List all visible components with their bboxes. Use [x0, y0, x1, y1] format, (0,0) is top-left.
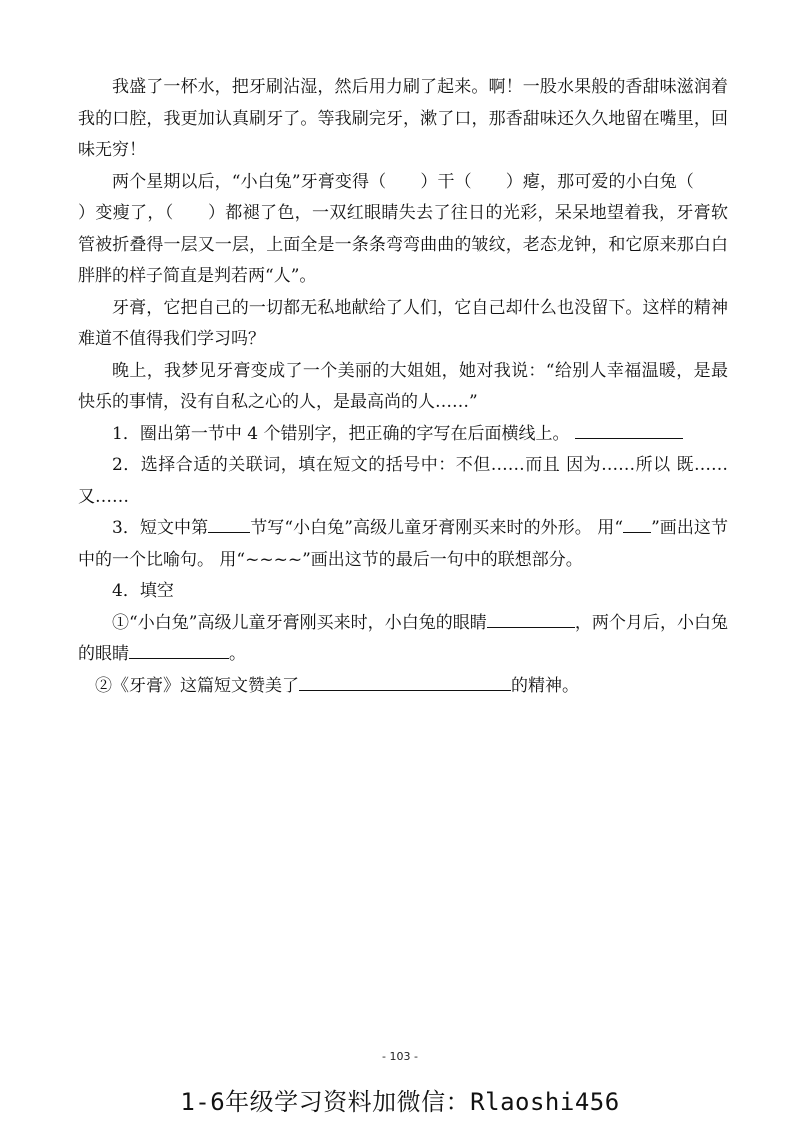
- underline-sample: [623, 514, 651, 533]
- page-number: - 103 -: [382, 1050, 418, 1063]
- paragraph-2-part-c: ）瘪，那可爱的小白兔（: [505, 171, 694, 192]
- answer-line-eyes-later[interactable]: [129, 640, 229, 659]
- question-4-item-1-part-c: 。: [229, 644, 246, 664]
- paragraph-2-part-a: 两个星期以后，“小白兔”牙膏变得（: [112, 171, 387, 192]
- question-3-part-c: ”画出这节中的一个比喻句。 用“~~~~”画出这节的最后一句中的联想部分。: [78, 518, 728, 570]
- question-4-item-1-part-b: ，两个月后，小白兔的眼睛: [78, 612, 728, 664]
- question-4-item-2-part-a: ②《牙膏》这篇短文赞美了: [95, 675, 299, 696]
- question-3: [78, 513, 728, 576]
- question-4-item-2-part-b: 的精神。: [511, 675, 579, 696]
- answer-line-q1[interactable]: [575, 420, 683, 439]
- paragraph-1: 我盛了一杯水，把牙刷沾湿，然后用力刷了起来。啊！一股水果般的香甜味滋润着我的口腔，我更加认真刷牙了。等我刷完牙，漱了口，那香甜味还久久地留在嘴里，回味无穷！: [78, 77, 728, 160]
- question-1: [78, 419, 728, 451]
- paragraph-2: [78, 167, 728, 293]
- question-4-item-2: [78, 671, 728, 703]
- answer-line-spirit[interactable]: [299, 672, 511, 691]
- question-3-part-b: 节写“小白兔”高级儿童牙膏刚买来时的外形。 用“: [250, 518, 624, 538]
- answer-line-eyes-new[interactable]: [487, 609, 575, 628]
- footer-banner: 1-6年级学习资料加微信：Rlaoshi456: [180, 1088, 620, 1116]
- paragraph-4: 晚上，我梦见牙膏变成了一个美丽的大姐姐，她对我说：“给别人幸福温暖，是最快乐的事情，没有自私之心的人，是最高尚的人……”: [78, 360, 728, 412]
- question-3-part-a: 3．短文中第: [112, 518, 209, 538]
- question-2: 2．选择合适的关联词，填在短文的括号中：不但……而且 因为……所以 既……又……: [78, 455, 728, 507]
- paragraph-3: 牙膏，它把自己的一切都无私地献给了人们，它自己却什么也没留下。这样的精神难道不值得我们学习吗？: [78, 297, 728, 349]
- paragraph-2-part-b: ）干（: [420, 171, 472, 192]
- question-4-item-1-part-a: ①“小白兔”高级儿童牙膏刚买来时，小白兔的眼睛: [112, 612, 487, 633]
- document-content: [78, 72, 728, 702]
- question-4-item-1: [78, 608, 728, 671]
- question-4: 4．填空: [112, 581, 174, 601]
- answer-line-q3-section[interactable]: [208, 514, 250, 533]
- paragraph-2-part-d: ）变瘦了，（: [78, 203, 174, 223]
- paragraph-2-part-e: ）都褪了色，一双红眼睛失去了往日的光彩，呆呆地望着我，牙膏软管被折叠得一层又一层，上面全是一条条弯弯曲曲的皱纹，老态龙钟，和它原来那白白胖胖的样子简直是判若两“人”。: [78, 203, 729, 286]
- question-1-text: 1．圈出第一节中 4 个错别字，把正确的字写在后面横线上。: [112, 423, 570, 444]
